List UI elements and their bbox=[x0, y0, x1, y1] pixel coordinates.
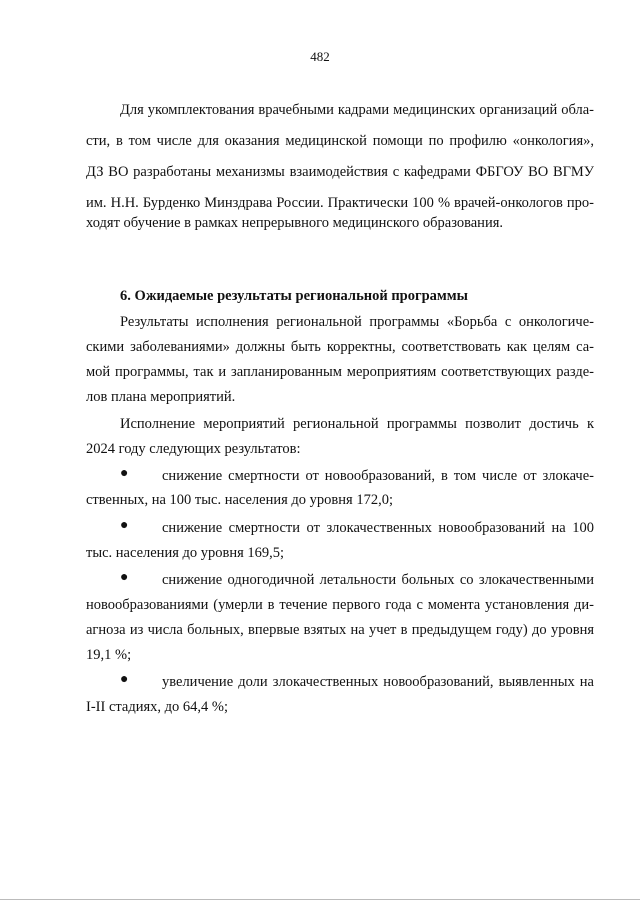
section-heading: 6. Ожидаемые результаты региональной программы bbox=[120, 288, 468, 304]
paragraph-3-line-1: Исполнение мероприятий региональной программы позволит достичь к bbox=[120, 416, 594, 432]
bullet-3-line-4: 19,1 %; bbox=[86, 647, 132, 663]
bullet-icon: ● bbox=[120, 466, 129, 481]
page-number: 482 bbox=[310, 49, 330, 64]
paragraph-1-line-3: ДЗ ВО разработаны механизмы взаимодействия с кафедрами ФБГОУ ВО ВГМУ bbox=[86, 164, 594, 180]
bullet-2-line-1: снижение смертности от злокачественных новообразований на 100 bbox=[162, 520, 594, 536]
paragraph-3-line-2: 2024 году следующих результатов: bbox=[86, 441, 301, 457]
paragraph-2-line-1: Результаты исполнения региональной программы «Борьба с онкологиче- bbox=[120, 314, 594, 330]
bullet-1-line-2: ственных, на 100 тыс. населения до уровня 172,0; bbox=[86, 492, 393, 508]
bullet-icon: ● bbox=[120, 518, 129, 533]
paragraph-2-line-4: лов плана мероприятий. bbox=[86, 389, 236, 405]
paragraph-2-line-3: мой программы, так и запланированным мероприятиям соответствующих разде- bbox=[86, 364, 594, 380]
bullet-icon: ● bbox=[120, 672, 129, 687]
paragraph-1-line-1: Для укомплектования врачебными кадрами медицинских организаций обла- bbox=[120, 102, 594, 118]
paragraph-1-line-4: им. Н.Н. Бурденко Минздрава России. Практически 100 % врачей-онкологов про- bbox=[86, 195, 594, 211]
bullet-3-line-2: новообразованиями (умерли в течение первого года с момента установления ди- bbox=[86, 597, 594, 613]
bullet-3-line-1: снижение одногодичной летальности больных со злокачественными bbox=[162, 572, 594, 588]
bullet-icon: ● bbox=[120, 570, 129, 585]
bullet-2-line-2: тыс. населения до уровня 169,5; bbox=[86, 545, 285, 561]
bullet-3-line-3: агноза из числа больных, впервые взятых на учет в предыдущем году) до уровня bbox=[86, 622, 594, 638]
paragraph-1-line-2: сти, в том числе для оказания медицинской помощи по профилю «онкология», bbox=[86, 133, 594, 149]
page-bottom-edge bbox=[0, 899, 640, 900]
bullet-1-line-1: снижение смертности от новообразований, в том числе от злокаче- bbox=[162, 468, 594, 484]
paragraph-2-line-2: скими заболеваниями» должны быть корректны, соответствовать как целям са- bbox=[86, 339, 594, 355]
bullet-4-line-1: увеличение доли злокачественных новообразований, выявленных на bbox=[162, 674, 594, 690]
bullet-4-line-2: I-II стадиях, до 64,4 %; bbox=[86, 699, 228, 715]
paragraph-1-line-5: ходят обучение в рамках непрерывного медицинского образования. bbox=[86, 215, 503, 231]
